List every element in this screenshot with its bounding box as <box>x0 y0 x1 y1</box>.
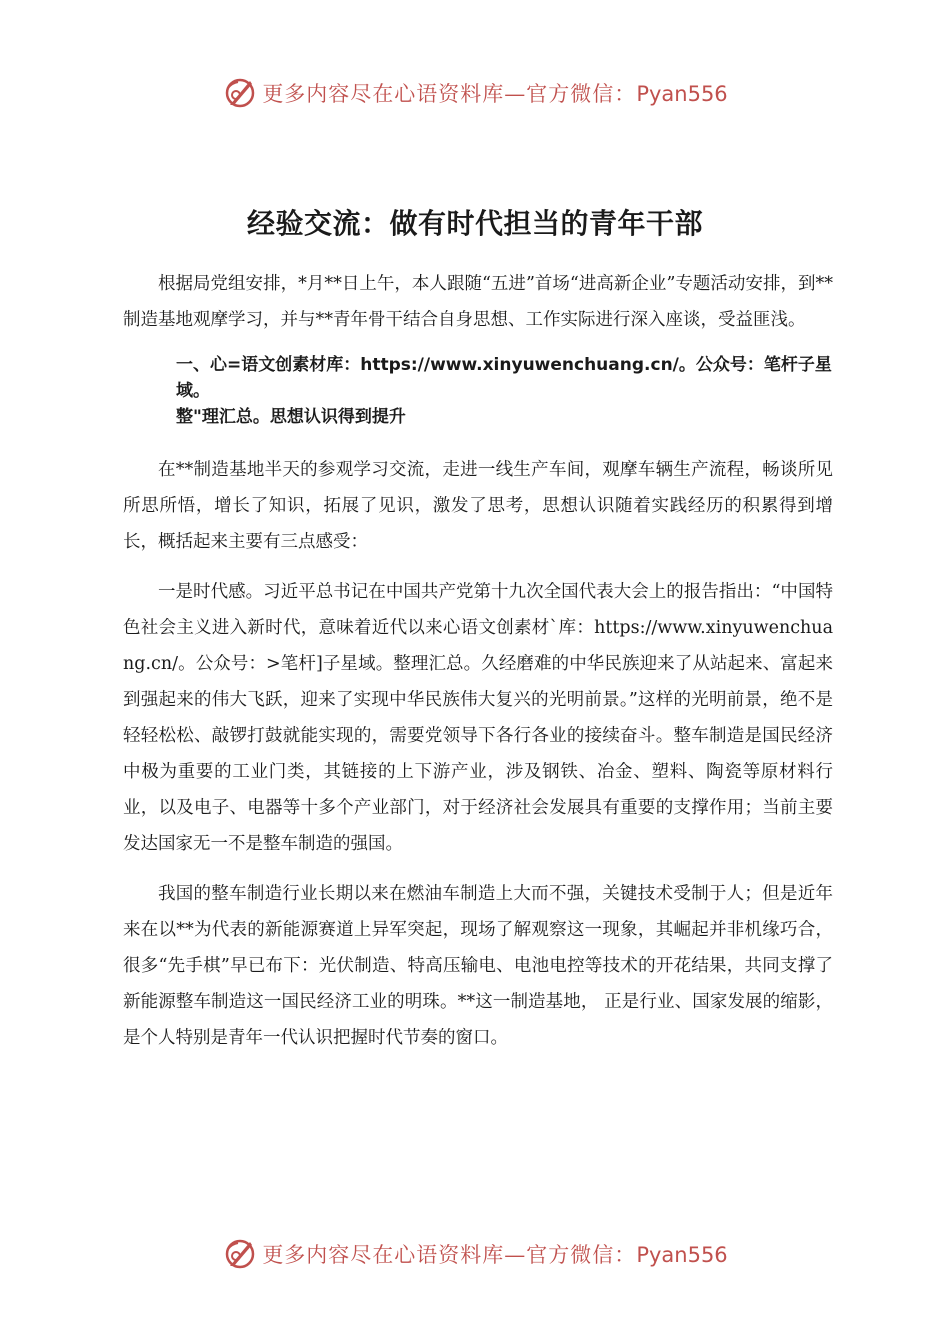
paragraph-era: 一是时代感。习近平总书记在中国共产党第十九次全国代表大会上的报告指出：“中国特色社会主义进入新时代，意味着近代以来心语文创素材`库：https://www.xinyuwenchuang.cn/。公众号：>笔杆]子星域。整理汇总。久经磨难的中华民族迎来了从站起来、富起来到强起来的伟大飞跃，迎来了实现中华民族伟大复兴的光明前景。”这样的光明前景，绝不是轻轻松松、敲锣打鼓就能实现的，需要党领导下各行各业的接续奋斗。整车制造是国民经济中极为重要的工业门类，其链接的上下游产业，涉及钢铁、冶金、塑料、陶瓷等原材料行业，以及电子、电器等十多个产业部门，对于经济社会发展具有重要的支撑作用；当前主要发达国家无一不是整车制造的强国。 <box>123 582 833 854</box>
page-title: 经验交流：做有时代担当的青年干部 <box>246 207 703 240</box>
section-heading-1-line1: 一、心=语文创素材库：https://www.xinyuwenchuang.cn/。公众号：笔杆子星域。 <box>176 355 832 401</box>
banner-text: 更多内容尽在心语资料库—官方微信：Pyan556 <box>262 1243 728 1267</box>
paragraph-industry: 我国的整车制造行业长期以来在燃油车制造上大而不强，关键技术受制于人；但是近年来在以**为代表的新能源赛道上异军突起，现场了解观察这一现象，其崛起并非机缘巧合，很多“先手棋”早已布下：光伏制造、特高压输电、电池电控等技术的开花结果，共同支撑了新能源整车制造这一国民经济工业的明珠。**这一制造基地， 正是行业、国家发展的缩影，是个人特别是青年一代认识把握时代节奏的窗口。 <box>123 884 833 1048</box>
paragraph-intro: 根据局党组安排，*月**日上午，本人跟随“五进”首场“进高新企业”专题活动安排，到**制造基地观摩学习，并与**青年骨干结合自身思想、工作实际进行深入座谈，受益匪浅。 <box>123 274 833 330</box>
paragraph-visit: 在**制造基地半天的参观学习交流，走进一线生产车间，观摩车辆生产流程，畅谈所见所思所悟，增长了知识，拓展了见识，激发了思考，思想认识随着实践经历的积累得到增长，概括起来主要有三点感受： <box>123 460 833 552</box>
section-heading-1-line2: 整"理汇总。思想认识得到提升 <box>176 407 406 427</box>
section-heading-1 <box>123 352 833 430</box>
banner-handle: Pyan556 <box>636 82 728 106</box>
quill-logo-icon <box>222 1236 258 1272</box>
document-body <box>123 266 833 1070</box>
banner-text: 更多内容尽在心语资料库—官方微信：Pyan556 <box>262 82 728 106</box>
footer-banner <box>0 1232 950 1276</box>
quill-logo-icon <box>222 75 258 111</box>
banner-handle: Pyan556 <box>636 1243 728 1267</box>
header-banner <box>0 71 950 115</box>
